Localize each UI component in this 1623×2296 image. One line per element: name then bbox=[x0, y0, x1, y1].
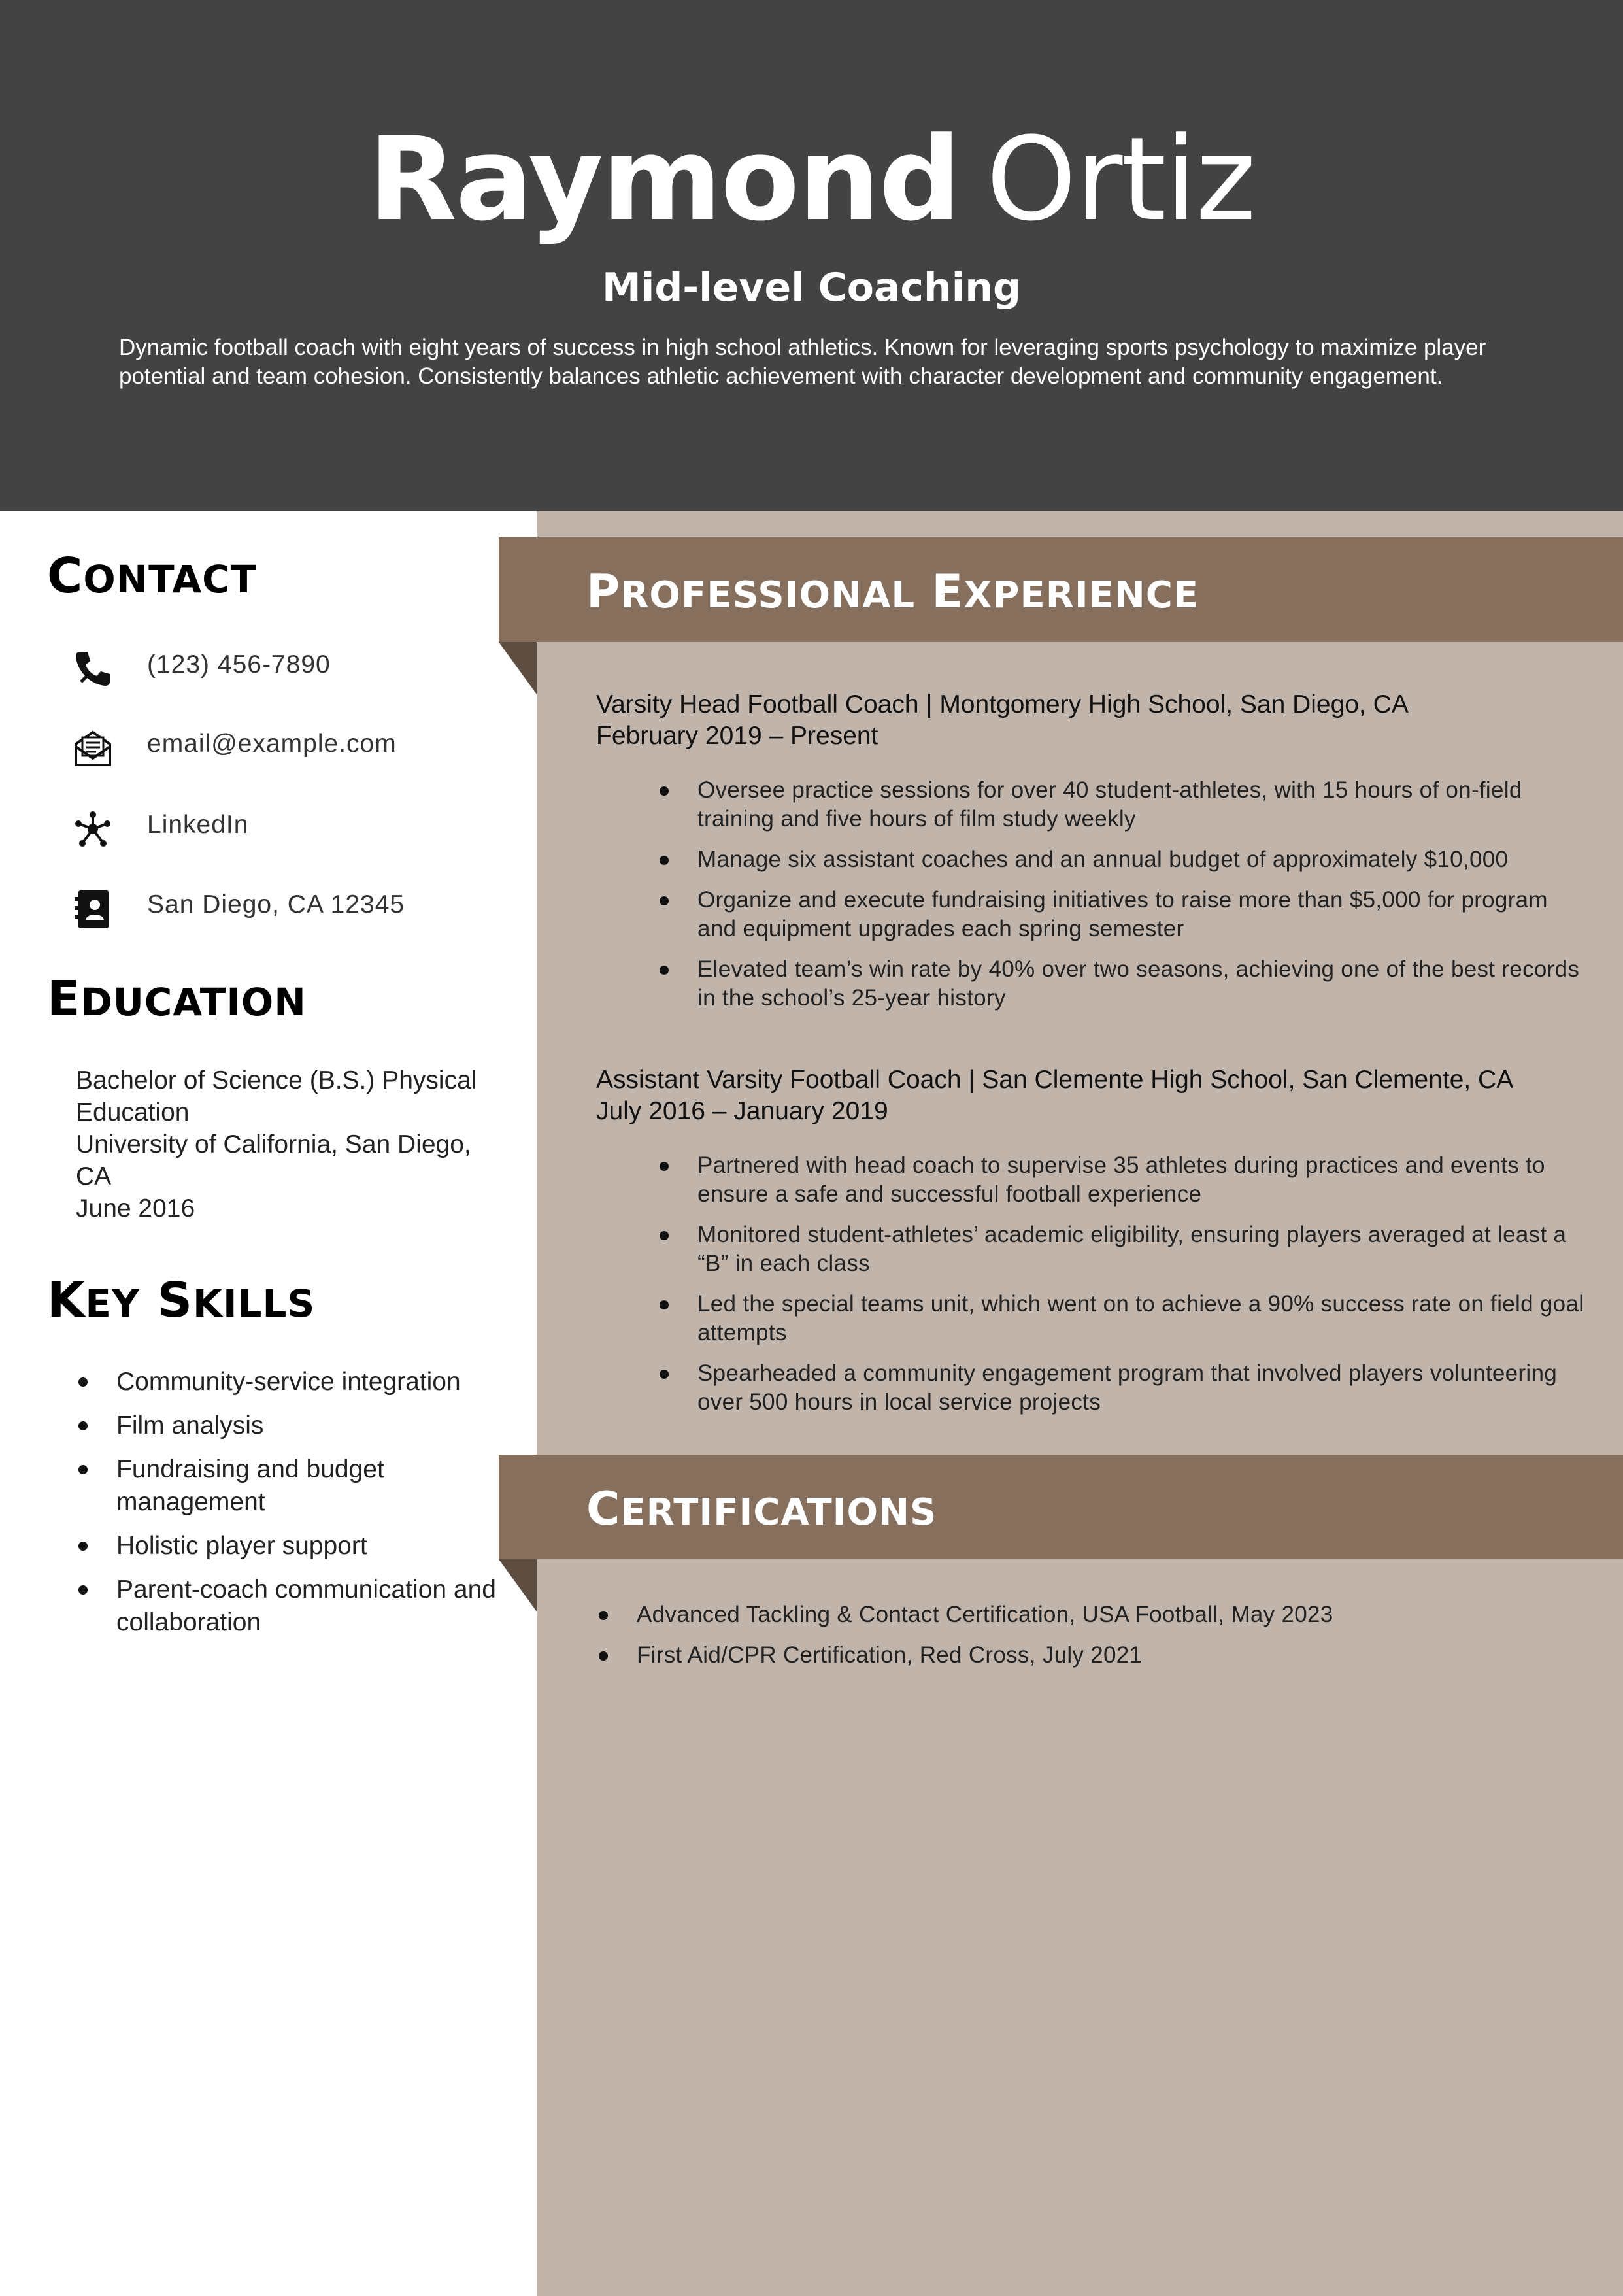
education-degree: Bachelor of Science (B.S.) Physical Education bbox=[76, 1066, 477, 1126]
skills-heading-initial-1: K bbox=[47, 1272, 86, 1328]
certifications-heading-rest: ERTIFICATIONS bbox=[620, 1491, 937, 1534]
skills-heading-rest-2: KILLS bbox=[193, 1281, 316, 1326]
education-heading bbox=[47, 970, 307, 1032]
contact-phone[interactable] bbox=[72, 644, 516, 690]
job-2-title: Assistant Varsity Football Coach | San Clemente High School, San Clemente, CA bbox=[596, 1066, 1514, 1094]
education-details bbox=[76, 1064, 507, 1224]
phone-text: (123) 456-7890 bbox=[147, 650, 331, 679]
experience-heading bbox=[586, 562, 1199, 625]
list-item: Monitored student-athletes’ academic eligibility, ensuring players averaged at least a “B” in each class bbox=[657, 1221, 1585, 1278]
list-item: Advanced Tackling & Contact Certification, USA Football, May 2023 bbox=[596, 1600, 1577, 1629]
certifications-heading-initial: C bbox=[586, 1482, 621, 1536]
summary: Dynamic football coach with eight years of success in high school athletics. Known for leveraging sports psychology to maximize player potential and team cohesion. Consistently balances athletic achievement with character development and community engagement. bbox=[119, 335, 1486, 389]
first-name: Raymond bbox=[368, 112, 960, 246]
contact-linkedin[interactable] bbox=[72, 804, 516, 850]
experience-heading-initial-1: P bbox=[586, 565, 621, 618]
banner-fold-shadow bbox=[499, 642, 537, 694]
certifications-heading bbox=[586, 1479, 937, 1542]
list-item: Organize and execute fundraising initiatives to raise more than $5,000 for program and equipment upgrades each spring semester bbox=[657, 886, 1585, 943]
list-item: Film analysis bbox=[76, 1410, 507, 1442]
candidate-name bbox=[0, 111, 1623, 248]
contact-heading-initial: C bbox=[47, 548, 84, 604]
job-1-title: Varsity Head Football Coach | Montgomery High School, San Diego, CA bbox=[596, 690, 1409, 718]
contact-location[interactable] bbox=[72, 884, 516, 930]
contact-email[interactable] bbox=[72, 723, 516, 769]
certifications-banner bbox=[499, 1455, 1623, 1559]
envelope-icon bbox=[72, 727, 114, 769]
list-item: Parent-coach communication and collaboration bbox=[76, 1574, 507, 1639]
list-item: Community-service integration bbox=[76, 1366, 507, 1398]
skills-list bbox=[76, 1366, 507, 1650]
list-item: Holistic player support bbox=[76, 1530, 507, 1562]
experience-heading-rest-2: XPERIENCE bbox=[963, 574, 1199, 616]
experience-heading-initial-2: E bbox=[931, 565, 964, 618]
linkedin-text: LinkedIn bbox=[147, 811, 249, 839]
list-item: Elevated team’s win rate by 40% over two seasons, achieving one of the best records in the school’s 25-year history bbox=[657, 955, 1585, 1013]
header bbox=[0, 0, 1623, 511]
education-date: June 2016 bbox=[76, 1194, 195, 1223]
contact-heading bbox=[47, 547, 257, 609]
banner-fold-shadow bbox=[499, 1559, 537, 1612]
experience-banner bbox=[499, 537, 1623, 642]
skills-heading bbox=[47, 1271, 315, 1333]
education-school: University of California, San Diego, CA bbox=[76, 1130, 471, 1190]
list-item: Partnered with head coach to supervise 35 athletes during practices and events to ensure a safe and successful football experience bbox=[657, 1151, 1585, 1209]
certifications-list bbox=[596, 1600, 1577, 1681]
education-heading-initial: E bbox=[47, 971, 81, 1027]
skills-heading-rest-1: EY bbox=[85, 1281, 140, 1326]
network-icon bbox=[72, 808, 114, 850]
job-2-dates: July 2016 – January 2019 bbox=[596, 1097, 888, 1125]
contact-card-icon bbox=[72, 888, 114, 930]
contact-heading-rest: ONTACT bbox=[83, 557, 258, 601]
list-item: Fundraising and budget management bbox=[76, 1453, 507, 1519]
experience-heading-rest-1: ROFESSIONAL bbox=[620, 574, 916, 616]
headline: Mid-level Coaching bbox=[602, 265, 1021, 311]
job-1-dates: February 2019 – Present bbox=[596, 722, 878, 750]
list-item: Spearheaded a community engagement program that involved players volunteering over 500 hours in local service projects bbox=[657, 1359, 1585, 1417]
last-name: Ortiz bbox=[986, 112, 1255, 246]
phone-icon bbox=[72, 648, 114, 690]
education-heading-rest: DUCATION bbox=[80, 980, 307, 1024]
list-item: First Aid/CPR Certification, Red Cross, July 2021 bbox=[596, 1641, 1577, 1670]
list-item: Manage six assistant coaches and an annual budget of approximately $10,000 bbox=[657, 845, 1585, 874]
skills-heading-initial-2: S bbox=[157, 1272, 193, 1328]
list-item: Oversee practice sessions for over 40 student-athletes, with 15 hours of on-field training and five hours of film study weekly bbox=[657, 776, 1585, 834]
list-item: Led the special teams unit, which went on to achieve a 90% success rate on field goal attempts bbox=[657, 1290, 1585, 1347]
job-2-bullets bbox=[657, 1151, 1585, 1428]
location-text: San Diego, CA 12345 bbox=[147, 890, 405, 919]
job-1-bullets bbox=[657, 776, 1585, 1024]
email-text: email@example.com bbox=[147, 730, 397, 758]
